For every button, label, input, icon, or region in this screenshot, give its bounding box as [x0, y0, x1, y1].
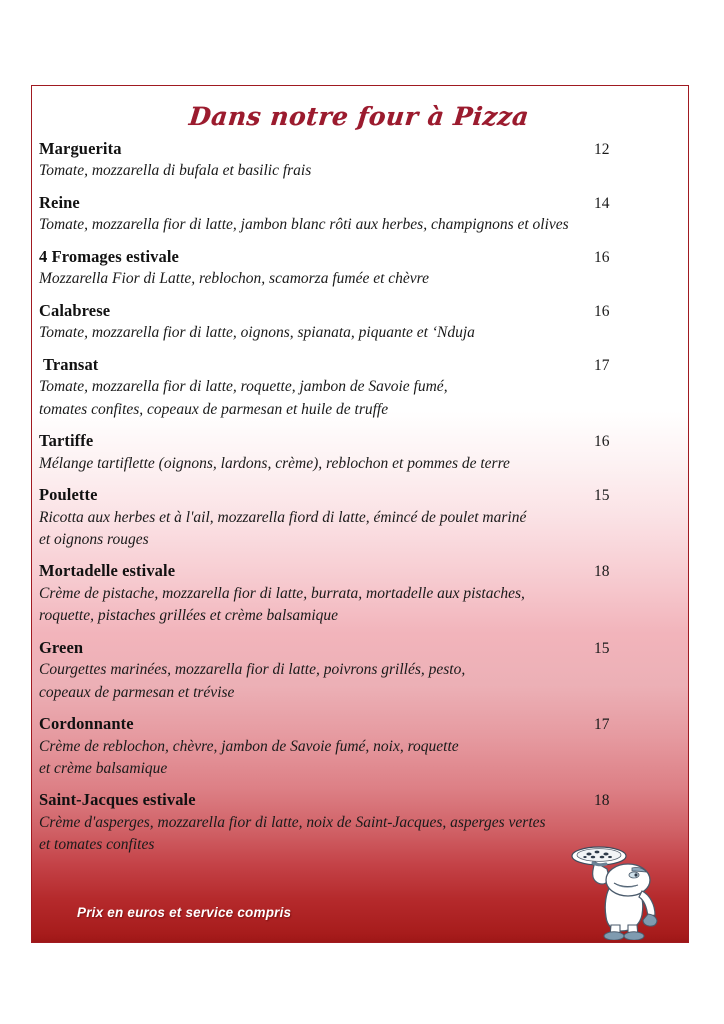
menu-item-description: Mozzarella Fior di Latte, reblochon, scamorza fumée et chèvre	[39, 270, 430, 288]
menu-item-header	[39, 485, 670, 506]
menu-item-header	[39, 247, 670, 268]
price-note: Prix en euros et service compris	[77, 905, 292, 920]
menu-item-name: Poulette	[39, 484, 98, 504]
menu-item-name: Calabrese	[39, 300, 111, 320]
menu-item-price: 16	[594, 432, 610, 450]
menu-item-header	[39, 431, 670, 452]
menu-item-name: Tartiffe	[39, 430, 94, 450]
menu-item-header	[39, 355, 670, 376]
menu-item	[39, 193, 670, 236]
menu-item-price: 16	[594, 302, 610, 320]
menu-card	[31, 85, 689, 943]
menu-item-header	[39, 638, 670, 659]
menu-item-name: Marguerita	[39, 138, 122, 158]
menu-item-header	[39, 714, 670, 735]
menu-item-header	[39, 193, 670, 214]
yeti-with-pizza-icon	[562, 835, 680, 940]
menu-item-name: Reine	[39, 192, 80, 212]
menu-item	[39, 431, 670, 474]
menu-item-description: Ricotta aux herbes et à l'ail, mozzarella fiord di latte, émincé de poulet mariné	[39, 508, 527, 526]
menu-item-name: Mortadelle estivale	[39, 561, 176, 581]
menu-item-name: Transat	[43, 354, 99, 374]
menu-item-header	[39, 561, 670, 582]
menu-item-description: Tomate, mozzarella fior di latte, oignons, spianata, piquante et ‘Nduja	[39, 324, 475, 342]
menu-item-description: Tomate, mozzarella fior di latte, jambon blanc rôti aux herbes, champignons et olives	[39, 216, 569, 234]
menu-item-list	[32, 131, 688, 856]
page-title: Dans notre four à Pizza	[187, 102, 531, 131]
menu-item-price: 18	[594, 563, 610, 581]
menu-item-header	[39, 139, 670, 160]
menu-item-header	[39, 790, 670, 811]
menu-item-price: 14	[594, 194, 610, 212]
menu-item	[39, 485, 670, 550]
menu-item-name: Green	[39, 637, 84, 657]
menu-item	[39, 355, 670, 420]
menu-item-price: 18	[594, 792, 610, 810]
menu-item-name: Saint-Jacques estivale	[39, 790, 196, 810]
menu-item-description: Tomate, mozzarella fior di latte, roquette, jambon de Savoie fumé,	[39, 378, 448, 396]
menu-item-price: 12	[594, 140, 610, 158]
menu-item-price: 16	[594, 248, 610, 266]
menu-item-name: 4 Fromages estivale	[39, 246, 179, 266]
menu-item	[39, 301, 670, 344]
menu-item-price: 15	[594, 486, 610, 504]
menu-item	[39, 638, 670, 703]
menu-item-description-line2: roquette, pistaches grillées et crème balsamique	[39, 607, 339, 625]
menu-item-description: Mélange tartiflette (oignons, lardons, crème), reblochon et pommes de terre	[39, 454, 510, 472]
menu-item-name: Cordonnante	[39, 714, 134, 733]
menu-item-description: Courgettes marinées, mozzarella fior di latte, poivrons grillés, pesto,	[39, 661, 466, 679]
menu-item	[39, 139, 670, 182]
menu-item-description-line2: copeaux de parmesan et trévise	[39, 683, 235, 701]
menu-item-header	[39, 301, 670, 322]
menu-item-price: 15	[594, 639, 610, 657]
menu-item-description-line2: tomates confites, copeaux de parmesan et huile de truffe	[39, 400, 389, 418]
menu-item-description: Crème de reblochon, chèvre, jambon de Savoie fumé, noix, roquette	[39, 737, 459, 755]
menu-item	[39, 247, 670, 290]
menu-item-description-line2: et crème balsamique	[39, 760, 168, 777]
menu-item-description-line2: et oignons rouges	[39, 530, 149, 548]
menu-item-price: 17	[594, 356, 610, 374]
menu-item-description-line2: et tomates confites	[39, 836, 155, 854]
menu-item-description: Crème d'asperges, mozzarella fior di latte, noix de Saint-Jacques, asperges vertes	[39, 814, 546, 831]
menu-item	[39, 561, 670, 626]
menu-item-description: Tomate, mozzarella di bufala et basilic frais	[39, 162, 312, 180]
menu-item-price: 17	[594, 716, 610, 733]
menu-item	[39, 714, 670, 779]
menu-item-description: Crème de pistache, mozzarella fior di latte, burrata, mortadelle aux pistaches,	[39, 584, 525, 602]
